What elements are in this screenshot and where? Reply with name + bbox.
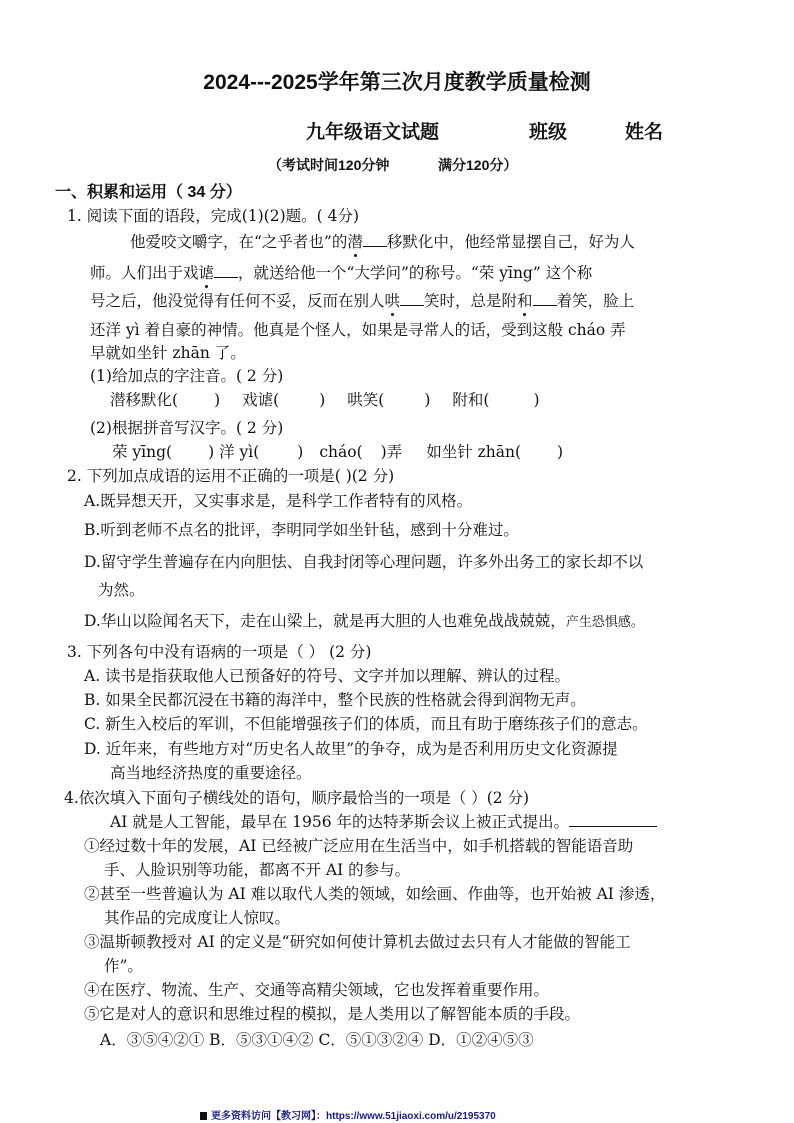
q4-stem: 4.依次填入下面句子横线处的语句，顺序最恰当的一项是（ ）(2 分) <box>64 789 530 807</box>
exam-title: 2024---2025学年第三次月度教学质量检测 <box>203 71 591 94</box>
q4-intro <box>110 810 657 832</box>
passage-text: ，就送给他一个“大学问”的称号。“荣 yīng” 这个称 <box>238 264 593 282</box>
item: cháo( <box>319 443 363 461</box>
fill-blank <box>214 263 238 278</box>
q2-option-c-cont: 为然。 <box>98 581 145 599</box>
passage-text: 着笑，脸上 <box>556 292 635 310</box>
fill-blank <box>363 232 387 247</box>
item: ) 洋 yì( <box>208 443 260 461</box>
passage-text: 笑时，总是附 <box>424 292 518 310</box>
dotted-char: 哄 <box>385 289 401 311</box>
passage-text: 他爱咬文嚼字，在“之乎者也”的 <box>130 233 348 251</box>
q4-options: A．③⑤④②① B．⑤③①④② C．⑤①③②④ D．①②④⑤③ <box>100 1031 534 1049</box>
passage-text: 号之后，他没觉得有任何不妥，反而在别人 <box>90 292 385 310</box>
q4-sentence-4: ④在医疗、物流、生产、交通等高精尖领域，它也发挥着重要作用。 <box>84 981 550 999</box>
footer-link[interactable] <box>200 1107 496 1122</box>
item: ) <box>214 391 221 409</box>
q3-stem: 3. 下列各句中没有语病的一项是（ ） (2 分) <box>67 643 372 661</box>
exam-subject: 九年级语文试题 <box>306 122 440 143</box>
fill-blank <box>533 291 557 306</box>
q4-sentence-3: ③温斯顿教授对 AI 的定义是“研究如何使计算机去做过去只有人才能做的智能工 <box>84 933 631 951</box>
item: ) <box>297 443 304 461</box>
item: )弄 <box>380 443 403 461</box>
item: ) <box>557 443 564 461</box>
q3-option-d: D. 近年来，有些地方对“历史名人故里”的争夺，成为是否利用历史文化资源提 <box>84 740 618 758</box>
section-heading: 一、积累和运用（ 34 分） <box>55 184 242 201</box>
class-label: 班级 <box>529 122 568 143</box>
dotted-char: 谑 <box>199 261 215 283</box>
q2-option-d <box>84 609 644 631</box>
q4-sentence-5: ⑤它是对人的意识和思维过程的模拟，是人类用以了解智能本质的手段。 <box>84 1005 581 1023</box>
fill-blank <box>400 291 424 306</box>
item: 荣 yīng( <box>112 443 173 461</box>
q1-passage-line <box>90 261 592 283</box>
option-text: D.华山以险闻名天下，走在山梁上，就是再大胆的人也难免战战兢兢， <box>84 612 566 630</box>
q4-sentence-1-cont: 手、人脸识别等功能，都离不开 AI 的参与。 <box>104 861 411 879</box>
q1-sub2: (2)根据拼音写汉字。( 2 分) <box>90 419 284 437</box>
item: ) <box>533 391 540 409</box>
q2-option-a: A.既异想天开，又实事求是，是科学工作者特有的风格。 <box>84 492 473 510</box>
intro-text: AI 就是人工智能，最早在 1956 年的达特茅斯会议上被正式提出。 <box>110 813 570 831</box>
q3-option-a: A. 读书是指获取他人已预备好的符号、文字并加以理解、辨认的过程。 <box>84 667 571 685</box>
q1-sub1-items <box>110 388 540 410</box>
dotted-char: 和 <box>517 289 533 311</box>
q1-sub1: (1)给加点的字注音。( 2 分) <box>90 367 284 385</box>
item: ) <box>319 391 326 409</box>
item: ) <box>424 391 431 409</box>
flag-icon <box>200 1112 207 1120</box>
item: 潜移默化( <box>110 391 179 409</box>
footer-text: 更多资料访问【教习网】：https://www.51jiaoxi.com/u/2195370 <box>211 1111 496 1122</box>
q4-sentence-1: ①经过数十年的发展，AI 已经被广泛应用在生活当中，如手机搭载的智能语音助 <box>84 837 634 855</box>
q1-passage-line <box>130 230 635 252</box>
q3-option-d-cont: 高当地经济热度的重要途径。 <box>110 764 312 782</box>
score-note: 满分120分） <box>438 157 518 173</box>
q1-stem: 1. 阅读下面的语段，完成(1)(2)题。( 4分) <box>67 207 360 225</box>
item: 戏谑( <box>242 391 280 409</box>
q2-option-c: D.留守学生普遍存在内向胆怯、自我封闭等心理问题，许多外出务工的家长却不以 <box>84 553 644 571</box>
q3-option-b: B. 如果全民都沉浸在书籍的海洋中，整个民族的性格就会得到润物无声。 <box>84 691 586 709</box>
q1-sub2-items <box>112 440 563 462</box>
q4-sentence-2: ②甚至一些普遍认为 AI 难以取代人类的领域，如绘画、作曲等，也开始被 AI 渗透， <box>84 885 666 903</box>
q4-sentence-2-cont: 其作品的完成度让人惊叹。 <box>104 909 291 927</box>
passage-text: 师。人们出于戏 <box>90 264 199 282</box>
option-text-small: 产生恐惧感。 <box>565 615 644 630</box>
fill-blank <box>569 812 657 827</box>
q2-option-b: B.听到老师不点名的批评，李明同学如坐针毡，感到十分难过。 <box>84 521 519 539</box>
q1-passage-line: 还洋 yì 着自豪的神情。他真是个怪人，如果是寻常人的话，受到这般 cháo 弄 <box>90 321 626 339</box>
q1-passage-line: 早就如坐针 zhān 了。 <box>90 344 246 362</box>
time-note: （考试时间120分钟 <box>268 157 390 173</box>
name-label: 姓名 <box>625 122 664 143</box>
q2-stem: 2. 下列加点成语的运用不正确的一项是( )(2 分) <box>67 467 395 485</box>
q3-option-c: C. 新生入校后的军训，不但能增强孩子们的体质，而且有助于磨练孩子们的意志。 <box>84 715 648 733</box>
item: 如坐针 zhān( <box>426 443 522 461</box>
passage-text: 移默化中，他经常显摆自己，好为人 <box>386 233 635 251</box>
q4-sentence-3-cont: 作”。 <box>104 957 143 975</box>
item: 哄笑( <box>347 391 385 409</box>
q1-passage-line <box>90 289 634 311</box>
item: 附和( <box>452 391 490 409</box>
dotted-char: 潜 <box>347 230 363 252</box>
